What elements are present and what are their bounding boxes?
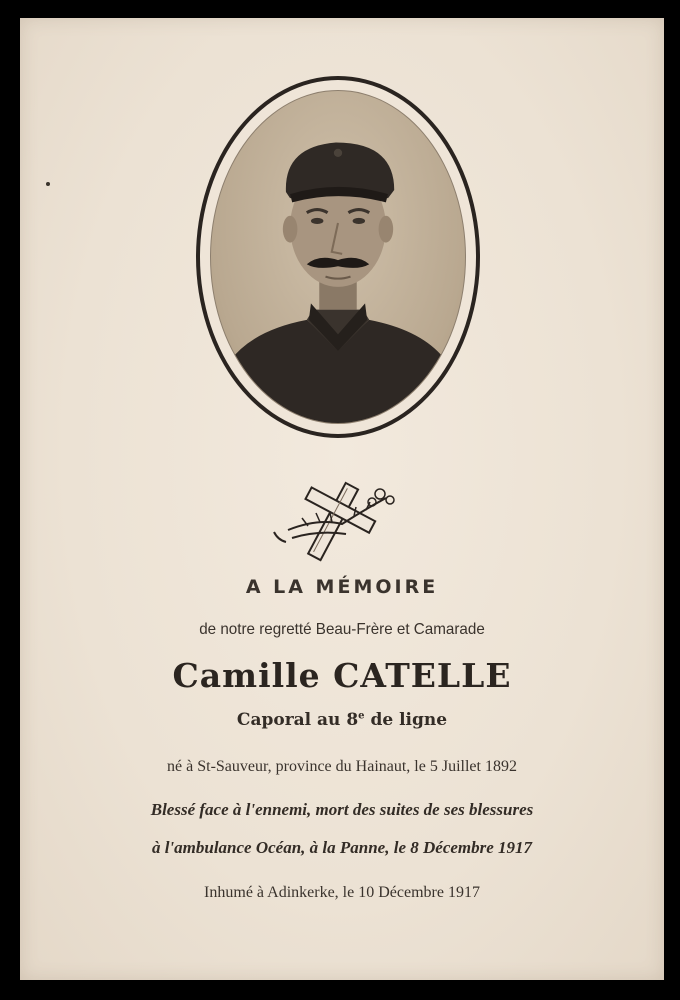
- rank-rest: de ligne: [364, 710, 448, 730]
- death-line-1: Blessé face à l'ennemi, mort des suites de ses blessures: [150, 800, 534, 819]
- rank-ordinal-suffix: e: [358, 710, 365, 722]
- portrait-photo: [210, 90, 466, 424]
- portrait-oval-frame: [196, 76, 480, 438]
- memorial-card: [20, 18, 664, 980]
- death-line-2: à l'ambulance Océan, à la Panne, le 8 Décembre 1917: [151, 838, 533, 857]
- memorial-subtitle: de notre regretté Beau-Frère et Camarade: [199, 621, 485, 638]
- paper-speck: [46, 182, 50, 186]
- rank-prefix: Caporal au 8: [236, 710, 359, 730]
- cross-with-palm-icon: [268, 480, 400, 564]
- birth-line: né à St-Sauveur, province du Hainaut, le 5 Juillet 1892: [167, 758, 517, 775]
- memorial-heading: A LA MÉMOIRE: [245, 576, 439, 598]
- soldier-portrait-image: [211, 91, 465, 423]
- military-rank: [20, 710, 664, 730]
- burial-line: Inhumé à Adinkerke, le 10 Décembre 1917: [204, 884, 480, 901]
- deceased-name: Camille CATELLE: [172, 656, 512, 695]
